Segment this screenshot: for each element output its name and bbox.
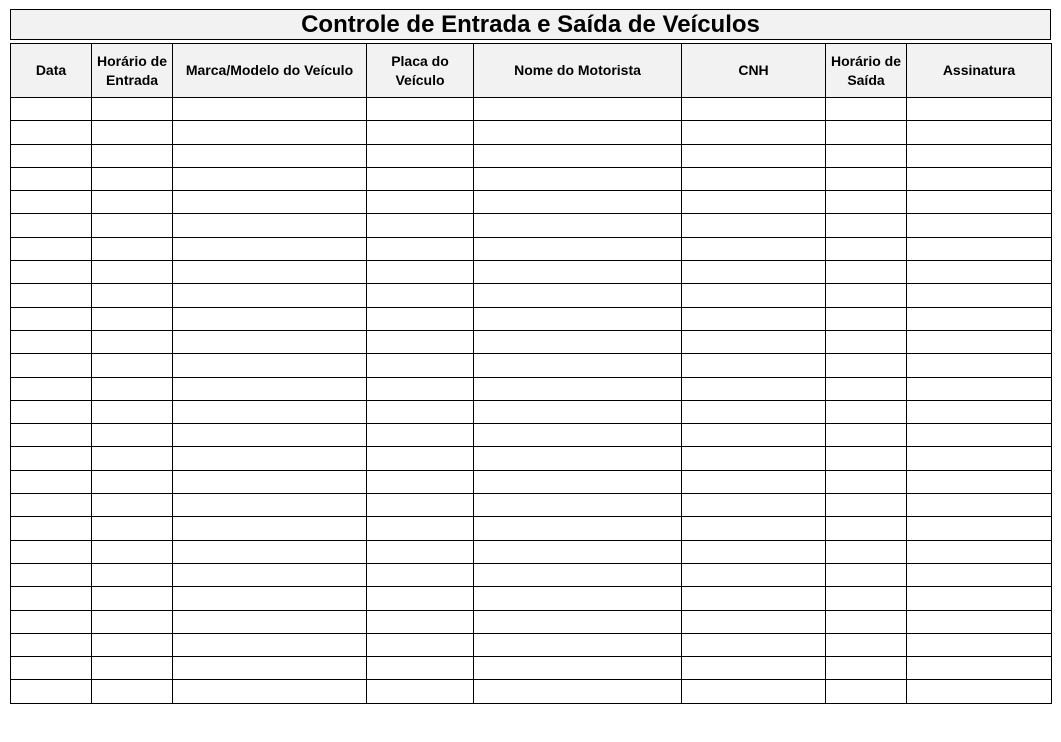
cell-horario-entrada[interactable] — [92, 540, 173, 563]
header-row — [11, 44, 1052, 98]
cell-horario-saida[interactable] — [826, 377, 907, 400]
cell-cnh[interactable] — [682, 400, 826, 423]
cell-nome-motorista[interactable] — [474, 144, 682, 167]
cell-horario-saida[interactable] — [826, 633, 907, 656]
cell-assinatura[interactable] — [907, 307, 1052, 330]
cell-horario-entrada[interactable] — [92, 144, 173, 167]
cell-placa[interactable] — [367, 121, 474, 144]
cell-data[interactable] — [11, 354, 92, 377]
cell-nome-motorista[interactable] — [474, 680, 682, 703]
cell-horario-entrada[interactable] — [92, 610, 173, 633]
cell-marca-modelo[interactable] — [173, 680, 367, 703]
cell-horario-entrada[interactable] — [92, 377, 173, 400]
table-row — [11, 447, 1052, 470]
cell-assinatura[interactable] — [907, 354, 1052, 377]
cell-horario-entrada[interactable] — [92, 447, 173, 470]
cell-assinatura[interactable] — [907, 121, 1052, 144]
cell-marca-modelo[interactable] — [173, 610, 367, 633]
cell-horario-saida[interactable] — [826, 261, 907, 284]
cell-horario-entrada[interactable] — [92, 587, 173, 610]
cell-nome-motorista[interactable] — [474, 214, 682, 237]
cell-assinatura[interactable] — [907, 424, 1052, 447]
cell-assinatura[interactable] — [907, 98, 1052, 121]
cell-nome-motorista[interactable] — [474, 424, 682, 447]
cell-data[interactable] — [11, 400, 92, 423]
cell-horario-saida[interactable] — [826, 657, 907, 680]
cell-horario-saida[interactable] — [826, 121, 907, 144]
cell-placa[interactable] — [367, 214, 474, 237]
cell-horario-saida[interactable] — [826, 517, 907, 540]
cell-assinatura[interactable] — [907, 610, 1052, 633]
cell-horario-entrada[interactable] — [92, 400, 173, 423]
cell-data[interactable] — [11, 377, 92, 400]
cell-marca-modelo[interactable] — [173, 377, 367, 400]
cell-placa[interactable] — [367, 330, 474, 353]
cell-marca-modelo[interactable] — [173, 517, 367, 540]
cell-cnh[interactable] — [682, 191, 826, 214]
column-header-horario-saida: Horário de Saída — [826, 44, 907, 98]
cell-horario-saida[interactable] — [826, 610, 907, 633]
column-header-nome-motorista: Nome do Motorista — [474, 44, 682, 98]
column-header-horario-entrada: Horário de Entrada — [92, 44, 173, 98]
column-header-assinatura: Assinatura — [907, 44, 1052, 98]
cell-placa[interactable] — [367, 494, 474, 517]
cell-data[interactable] — [11, 657, 92, 680]
cell-marca-modelo[interactable] — [173, 284, 367, 307]
cell-placa[interactable] — [367, 610, 474, 633]
cell-cnh[interactable] — [682, 470, 826, 493]
cell-cnh[interactable] — [682, 121, 826, 144]
cell-assinatura[interactable] — [907, 517, 1052, 540]
cell-cnh[interactable] — [682, 307, 826, 330]
cell-assinatura[interactable] — [907, 447, 1052, 470]
cell-placa[interactable] — [367, 447, 474, 470]
cell-cnh[interactable] — [682, 377, 826, 400]
cell-marca-modelo[interactable] — [173, 424, 367, 447]
cell-placa[interactable] — [367, 633, 474, 656]
cell-placa[interactable] — [367, 98, 474, 121]
cell-assinatura[interactable] — [907, 633, 1052, 656]
cell-cnh[interactable] — [682, 284, 826, 307]
cell-horario-entrada[interactable] — [92, 470, 173, 493]
cell-marca-modelo[interactable] — [173, 167, 367, 190]
cell-data[interactable] — [11, 540, 92, 563]
cell-nome-motorista[interactable] — [474, 540, 682, 563]
cell-cnh[interactable] — [682, 354, 826, 377]
cell-data[interactable] — [11, 633, 92, 656]
cell-assinatura[interactable] — [907, 563, 1052, 586]
cell-placa[interactable] — [367, 354, 474, 377]
cell-horario-entrada[interactable] — [92, 657, 173, 680]
cell-horario-saida[interactable] — [826, 563, 907, 586]
cell-placa[interactable] — [367, 144, 474, 167]
cell-horario-saida[interactable] — [826, 470, 907, 493]
cell-cnh[interactable] — [682, 237, 826, 260]
cell-marca-modelo[interactable] — [173, 470, 367, 493]
cell-data[interactable] — [11, 261, 92, 284]
cell-data[interactable] — [11, 680, 92, 703]
cell-horario-saida[interactable] — [826, 494, 907, 517]
cell-assinatura[interactable] — [907, 330, 1052, 353]
cell-data[interactable] — [11, 610, 92, 633]
vehicle-log-table — [10, 43, 1052, 704]
cell-nome-motorista[interactable] — [474, 657, 682, 680]
cell-assinatura[interactable] — [907, 214, 1052, 237]
cell-assinatura[interactable] — [907, 470, 1052, 493]
cell-marca-modelo[interactable] — [173, 307, 367, 330]
cell-marca-modelo[interactable] — [173, 214, 367, 237]
cell-assinatura[interactable] — [907, 540, 1052, 563]
cell-assinatura[interactable] — [907, 587, 1052, 610]
cell-marca-modelo[interactable] — [173, 633, 367, 656]
cell-horario-saida[interactable] — [826, 191, 907, 214]
column-header-data: Data — [11, 44, 92, 98]
cell-horario-entrada[interactable] — [92, 424, 173, 447]
cell-horario-entrada[interactable] — [92, 261, 173, 284]
cell-horario-entrada[interactable] — [92, 517, 173, 540]
cell-cnh[interactable] — [682, 563, 826, 586]
cell-data[interactable] — [11, 587, 92, 610]
cell-assinatura[interactable] — [907, 144, 1052, 167]
table-body — [11, 98, 1052, 704]
cell-horario-saida[interactable] — [826, 587, 907, 610]
cell-nome-motorista[interactable] — [474, 191, 682, 214]
table-row — [11, 563, 1052, 586]
cell-assinatura[interactable] — [907, 237, 1052, 260]
cell-nome-motorista[interactable] — [474, 447, 682, 470]
cell-placa[interactable] — [367, 377, 474, 400]
table-row — [11, 517, 1052, 540]
cell-placa[interactable] — [367, 587, 474, 610]
cell-nome-motorista[interactable] — [474, 307, 682, 330]
cell-placa[interactable] — [367, 657, 474, 680]
cell-placa[interactable] — [367, 517, 474, 540]
cell-placa[interactable] — [367, 167, 474, 190]
cell-data[interactable] — [11, 98, 92, 121]
cell-assinatura[interactable] — [907, 680, 1052, 703]
cell-nome-motorista[interactable] — [474, 167, 682, 190]
cell-horario-saida[interactable] — [826, 330, 907, 353]
cell-marca-modelo[interactable] — [173, 354, 367, 377]
column-header-cnh: CNH — [682, 44, 826, 98]
cell-data[interactable] — [11, 563, 92, 586]
cell-marca-modelo[interactable] — [173, 494, 367, 517]
cell-nome-motorista[interactable] — [474, 633, 682, 656]
cell-horario-saida[interactable] — [826, 167, 907, 190]
cell-placa[interactable] — [367, 680, 474, 703]
cell-cnh[interactable] — [682, 517, 826, 540]
table-row — [11, 354, 1052, 377]
cell-cnh[interactable] — [682, 657, 826, 680]
cell-horario-saida[interactable] — [826, 540, 907, 563]
cell-horario-entrada[interactable] — [92, 354, 173, 377]
cell-assinatura[interactable] — [907, 494, 1052, 517]
table-row — [11, 121, 1052, 144]
column-header-marca-modelo: Marca/Modelo do Veículo — [173, 44, 367, 98]
cell-data[interactable] — [11, 307, 92, 330]
cell-horario-saida[interactable] — [826, 214, 907, 237]
cell-data[interactable] — [11, 424, 92, 447]
cell-cnh[interactable] — [682, 167, 826, 190]
cell-marca-modelo[interactable] — [173, 400, 367, 423]
cell-horario-saida[interactable] — [826, 237, 907, 260]
cell-horario-saida[interactable] — [826, 307, 907, 330]
cell-nome-motorista[interactable] — [474, 237, 682, 260]
cell-placa[interactable] — [367, 400, 474, 423]
cell-placa[interactable] — [367, 261, 474, 284]
cell-horario-entrada[interactable] — [92, 563, 173, 586]
cell-cnh[interactable] — [682, 214, 826, 237]
cell-assinatura[interactable] — [907, 261, 1052, 284]
page-title: Controle de Entrada e Saída de Veículos — [10, 9, 1051, 40]
cell-horario-saida[interactable] — [826, 447, 907, 470]
cell-horario-entrada[interactable] — [92, 330, 173, 353]
table-row — [11, 144, 1052, 167]
cell-cnh[interactable] — [682, 144, 826, 167]
cell-nome-motorista[interactable] — [474, 470, 682, 493]
table-row — [11, 680, 1052, 703]
cell-horario-entrada[interactable] — [92, 191, 173, 214]
cell-cnh[interactable] — [682, 424, 826, 447]
cell-horario-saida[interactable] — [826, 354, 907, 377]
cell-nome-motorista[interactable] — [474, 517, 682, 540]
cell-assinatura[interactable] — [907, 377, 1052, 400]
cell-nome-motorista[interactable] — [474, 494, 682, 517]
cell-data[interactable] — [11, 191, 92, 214]
cell-assinatura[interactable] — [907, 284, 1052, 307]
cell-cnh[interactable] — [682, 587, 826, 610]
cell-nome-motorista[interactable] — [474, 377, 682, 400]
cell-marca-modelo[interactable] — [173, 587, 367, 610]
cell-nome-motorista[interactable] — [474, 98, 682, 121]
table-row — [11, 633, 1052, 656]
table-row — [11, 214, 1052, 237]
cell-data[interactable] — [11, 494, 92, 517]
column-header-placa: Placa do Veículo — [367, 44, 474, 98]
cell-horario-entrada[interactable] — [92, 121, 173, 144]
cell-marca-modelo[interactable] — [173, 98, 367, 121]
cell-assinatura[interactable] — [907, 657, 1052, 680]
cell-horario-saida[interactable] — [826, 144, 907, 167]
cell-assinatura[interactable] — [907, 400, 1052, 423]
cell-assinatura[interactable] — [907, 167, 1052, 190]
cell-cnh[interactable] — [682, 447, 826, 470]
cell-nome-motorista[interactable] — [474, 563, 682, 586]
table-row — [11, 540, 1052, 563]
cell-marca-modelo[interactable] — [173, 330, 367, 353]
table-row — [11, 330, 1052, 353]
table-row — [11, 424, 1052, 447]
cell-nome-motorista[interactable] — [474, 587, 682, 610]
cell-horario-entrada[interactable] — [92, 494, 173, 517]
cell-marca-modelo[interactable] — [173, 261, 367, 284]
table-row — [11, 191, 1052, 214]
cell-cnh[interactable] — [682, 330, 826, 353]
cell-cnh[interactable] — [682, 680, 826, 703]
cell-horario-entrada[interactable] — [92, 307, 173, 330]
cell-placa[interactable] — [367, 191, 474, 214]
cell-cnh[interactable] — [682, 98, 826, 121]
table-row — [11, 657, 1052, 680]
cell-cnh[interactable] — [682, 540, 826, 563]
cell-horario-saida[interactable] — [826, 424, 907, 447]
cell-horario-saida[interactable] — [826, 680, 907, 703]
cell-placa[interactable] — [367, 307, 474, 330]
table-row — [11, 237, 1052, 260]
cell-nome-motorista[interactable] — [474, 400, 682, 423]
cell-marca-modelo[interactable] — [173, 237, 367, 260]
table-row — [11, 261, 1052, 284]
cell-placa[interactable] — [367, 237, 474, 260]
table-row — [11, 284, 1052, 307]
table-row — [11, 470, 1052, 493]
table-row — [11, 610, 1052, 633]
cell-nome-motorista[interactable] — [474, 284, 682, 307]
cell-data[interactable] — [11, 121, 92, 144]
table-row — [11, 587, 1052, 610]
table-row — [11, 307, 1052, 330]
cell-nome-motorista[interactable] — [474, 121, 682, 144]
cell-data[interactable] — [11, 517, 92, 540]
cell-data[interactable] — [11, 447, 92, 470]
cell-data[interactable] — [11, 330, 92, 353]
cell-horario-entrada[interactable] — [92, 680, 173, 703]
cell-horario-saida[interactable] — [826, 98, 907, 121]
cell-horario-entrada[interactable] — [92, 98, 173, 121]
cell-horario-saida[interactable] — [826, 400, 907, 423]
cell-placa[interactable] — [367, 563, 474, 586]
cell-placa[interactable] — [367, 470, 474, 493]
cell-marca-modelo[interactable] — [173, 447, 367, 470]
cell-nome-motorista[interactable] — [474, 330, 682, 353]
cell-nome-motorista[interactable] — [474, 261, 682, 284]
table-row — [11, 98, 1052, 121]
cell-horario-saida[interactable] — [826, 284, 907, 307]
cell-horario-entrada[interactable] — [92, 633, 173, 656]
cell-data[interactable] — [11, 144, 92, 167]
cell-data[interactable] — [11, 214, 92, 237]
cell-data[interactable] — [11, 284, 92, 307]
cell-nome-motorista[interactable] — [474, 610, 682, 633]
vehicle-log-sheet — [10, 9, 1051, 704]
cell-horario-entrada[interactable] — [92, 167, 173, 190]
cell-horario-entrada[interactable] — [92, 214, 173, 237]
cell-assinatura[interactable] — [907, 191, 1052, 214]
cell-horario-entrada[interactable] — [92, 237, 173, 260]
table-row — [11, 400, 1052, 423]
cell-marca-modelo[interactable] — [173, 657, 367, 680]
cell-marca-modelo[interactable] — [173, 121, 367, 144]
table-row — [11, 167, 1052, 190]
cell-placa[interactable] — [367, 424, 474, 447]
table-row — [11, 494, 1052, 517]
cell-cnh[interactable] — [682, 633, 826, 656]
cell-nome-motorista[interactable] — [474, 354, 682, 377]
cell-cnh[interactable] — [682, 261, 826, 284]
cell-data[interactable] — [11, 470, 92, 493]
cell-horario-entrada[interactable] — [92, 284, 173, 307]
cell-marca-modelo[interactable] — [173, 540, 367, 563]
cell-placa[interactable] — [367, 284, 474, 307]
cell-placa[interactable] — [367, 540, 474, 563]
cell-marca-modelo[interactable] — [173, 191, 367, 214]
cell-cnh[interactable] — [682, 610, 826, 633]
table-row — [11, 377, 1052, 400]
cell-data[interactable] — [11, 167, 92, 190]
cell-marca-modelo[interactable] — [173, 563, 367, 586]
cell-cnh[interactable] — [682, 494, 826, 517]
cell-data[interactable] — [11, 237, 92, 260]
cell-marca-modelo[interactable] — [173, 144, 367, 167]
